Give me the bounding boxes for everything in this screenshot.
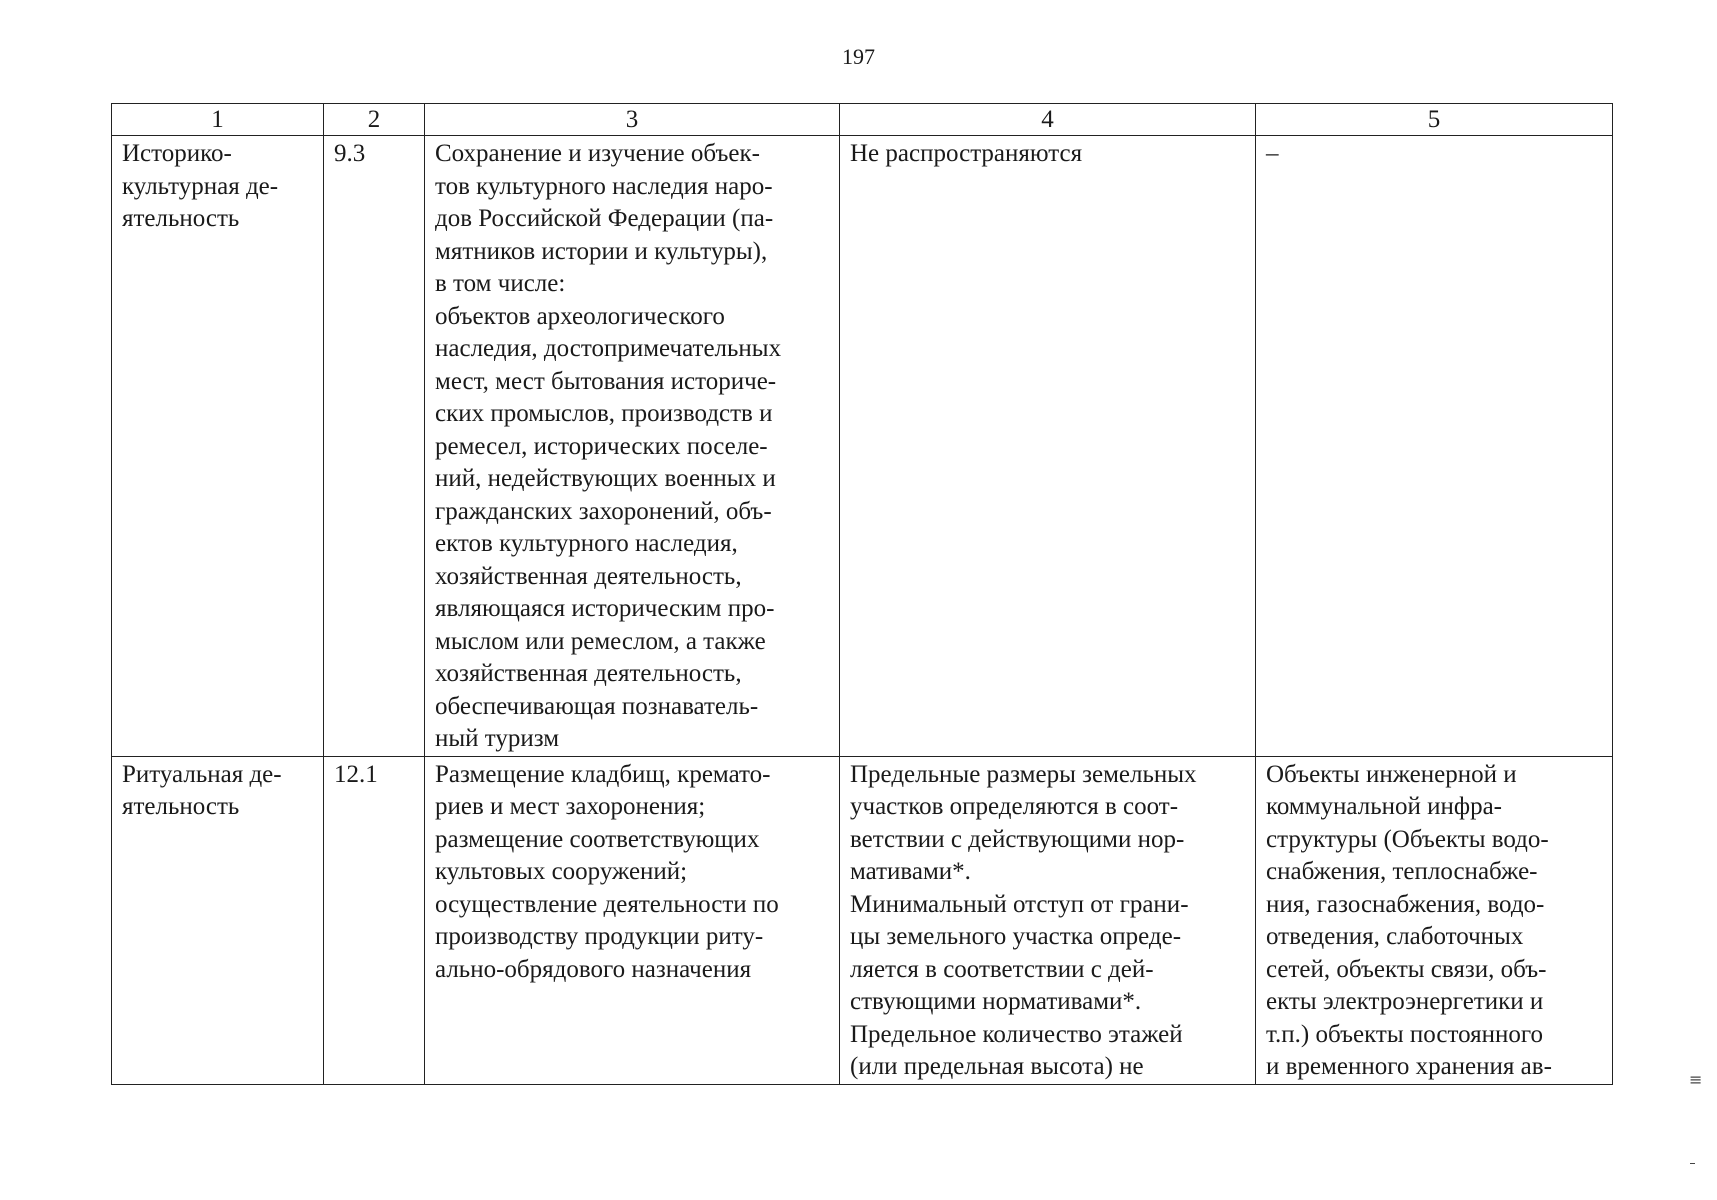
land-use-name-cell: Историко- культурная де- ятельность	[112, 136, 324, 757]
column-header-2: 2	[324, 104, 425, 136]
land-use-description-cell: Размещение кладбищ, кремато- риев и мест захоронения; размещение соответствующих культовых сооружений; осуществление деятельности по производству продукции риту- ально-обрядового назначения	[425, 756, 840, 1084]
land-use-table	[111, 103, 1613, 1085]
land-use-code-cell: 9.3	[324, 136, 425, 757]
column-header-1: 1	[112, 104, 324, 136]
margin-marks: ≡	[1689, 1070, 1703, 1089]
land-use-parameters-cell: Предельные размеры земельных участков определяются в соот- ветствии с действующими нор- мативами*. Минимальный отступ от грани- цы земельного участка опреде- ляется в соответствии с дей- ствующими нормативами*. Предельное количество этажей (или предельная высота) не	[840, 756, 1256, 1084]
table-header-row	[112, 104, 1613, 136]
margin-tick	[1690, 1163, 1695, 1164]
land-use-restrictions-cell: –	[1256, 136, 1613, 757]
column-header-3: 3	[425, 104, 840, 136]
table-row	[112, 136, 1613, 757]
land-use-parameters-cell: Не распространяются	[840, 136, 1256, 757]
land-use-name-cell: Ритуальная де- ятельность	[112, 756, 324, 1084]
page-number: 197	[842, 44, 875, 69]
table-row	[112, 756, 1613, 1084]
column-header-5: 5	[1256, 104, 1613, 136]
land-use-restrictions-cell: Объекты инженерной и коммунальной инфра- структуры (Объекты водо- снабжения, теплоснабже- ния, газоснабжения, водо- отведения, слаботочных сетей, объекты связи, объ- екты электроэнергетики и т.п.) объекты постоянного и временного хранения ав-	[1256, 756, 1613, 1084]
column-header-4: 4	[840, 104, 1256, 136]
land-use-description-cell: Сохранение и изучение объек- тов культурного наследия наро- дов Российской Федерации (па- мятников истории и культуры), в том числе: объектов археологического наследия, достопримечательных мест, мест бытования историче- ских промыслов, производств и ремесел, исторических поселе- ний, недействующих военных и гражданских захоронений, объ- ектов культурного наследия, хозяйственная деятельность, являющаяся историческим про- мыслом или ремеслом, а также хозяйственная деятельность, обеспечивающая познаватель- ный туризм	[425, 136, 840, 757]
land-use-code-cell: 12.1	[324, 756, 425, 1084]
